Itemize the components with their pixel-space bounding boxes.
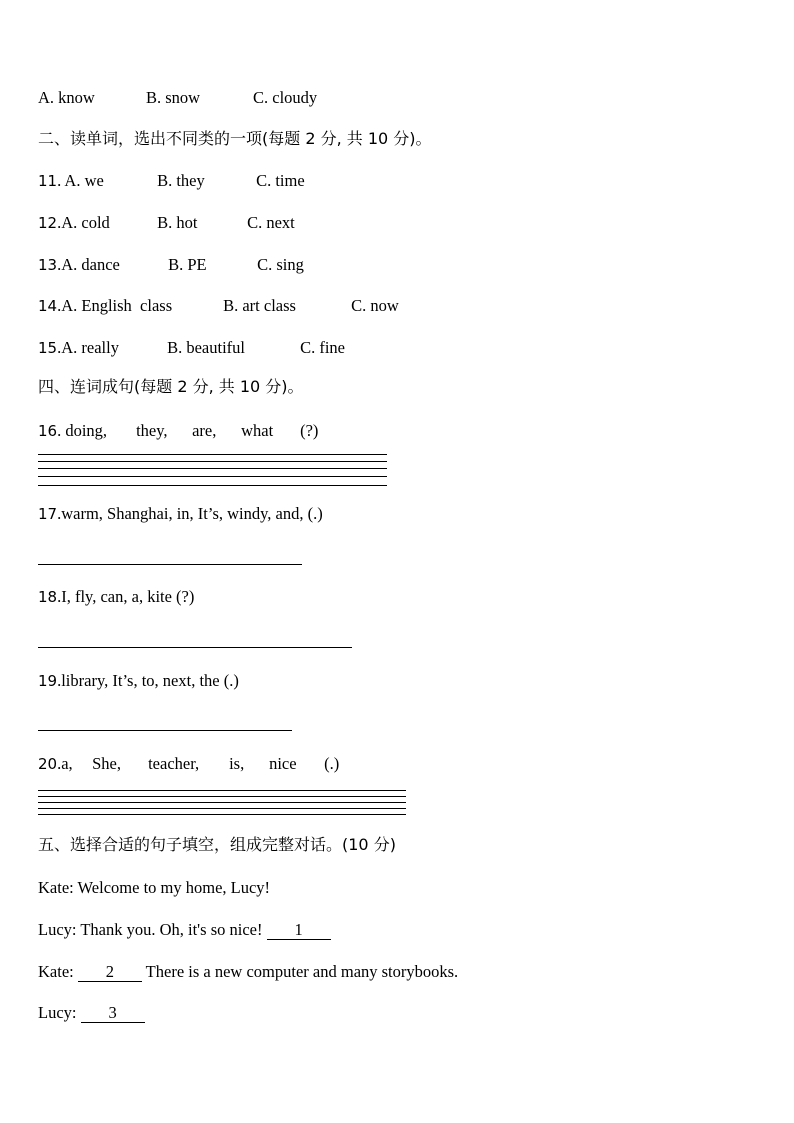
- question-number: 17: [38, 505, 58, 523]
- word: are,: [192, 421, 217, 440]
- section-5-heading: 五、选择合适的句子填空，组成完整对话。(10 分): [38, 835, 396, 854]
- question-20: [38, 754, 339, 774]
- question-number: 12: [38, 214, 58, 232]
- option-b: B. hot: [157, 213, 198, 232]
- question-15: [38, 338, 345, 358]
- answer-line: [38, 730, 292, 731]
- answer-blank-2[interactable]: 2: [78, 963, 142, 982]
- answer-line: [38, 808, 406, 809]
- option-c: C. cloudy: [253, 88, 318, 107]
- option-c: C. next: [247, 213, 295, 232]
- option-a: . A. we: [57, 171, 104, 190]
- option-b: B. beautiful: [167, 338, 245, 357]
- option-a: A. know: [38, 88, 95, 107]
- word: is,: [229, 754, 245, 773]
- option-c: C. now: [351, 296, 399, 315]
- dialogue-speaker: Kate:: [38, 962, 78, 981]
- word: (.): [324, 754, 340, 773]
- question-number: 19: [38, 672, 58, 690]
- answer-line: [38, 647, 352, 648]
- word: they,: [136, 421, 168, 440]
- option-a: .A. dance: [57, 255, 120, 274]
- option-c: C. time: [256, 171, 305, 190]
- option-b: B. they: [157, 171, 205, 190]
- dialogue-text: Lucy: Thank you. Oh, it's so nice!: [38, 920, 267, 939]
- section-4-heading: 四、连词成句(每题 2 分, 共 10 分)。: [38, 377, 304, 396]
- word: (?): [300, 421, 319, 440]
- option-c: C. fine: [300, 338, 346, 357]
- dialogue-line: [38, 962, 458, 982]
- question-13: [38, 255, 304, 275]
- question-number: 11: [38, 172, 58, 190]
- question-16: [38, 421, 318, 441]
- answer-line: [38, 564, 302, 565]
- question-number: 13: [38, 256, 58, 274]
- scrambled-words: .I, fly, can, a, kite (?): [57, 587, 195, 606]
- answer-line: [38, 802, 406, 803]
- word: .a,: [57, 754, 73, 773]
- scrambled-words: .warm, Shanghai, in, It’s, windy, and, (.): [57, 504, 323, 523]
- question-18: [38, 587, 194, 607]
- answer-line: [38, 468, 387, 469]
- question-14: [38, 296, 399, 316]
- answer-line: [38, 485, 387, 486]
- word: what: [241, 421, 274, 440]
- dialogue-text: Kate: Welcome to my home, Lucy!: [38, 878, 271, 897]
- word: She,: [92, 754, 121, 773]
- answer-line: [38, 814, 406, 815]
- answer-blank-1[interactable]: 1: [267, 921, 331, 940]
- dialogue-line: [38, 920, 331, 940]
- option-b: B. snow: [146, 88, 201, 107]
- option-b: B. art class: [223, 296, 296, 315]
- dialogue-line: [38, 1003, 145, 1023]
- answer-line: [38, 790, 406, 791]
- question-number: 15: [38, 339, 58, 357]
- scrambled-words: .library, It’s, to, next, the (.): [57, 671, 239, 690]
- answer-line: [38, 476, 387, 477]
- option-a: .A. English class: [57, 296, 173, 315]
- dialogue-line: [38, 878, 270, 898]
- question-19: [38, 671, 239, 691]
- option-c: C. sing: [257, 255, 304, 274]
- option-b: B. PE: [168, 255, 207, 274]
- answer-line: [38, 796, 406, 797]
- dialogue-speaker: Lucy:: [38, 1003, 81, 1022]
- answer-line: [38, 454, 387, 455]
- section-2-heading: 二、读单词，选出不同类的一项(每题 2 分, 共 10 分)。: [38, 129, 432, 148]
- question-12: [38, 213, 295, 233]
- question-number: 16: [38, 422, 58, 440]
- previous-question-options: [38, 88, 317, 108]
- question-number: 14: [38, 297, 58, 315]
- answer-blank-3[interactable]: 3: [81, 1004, 145, 1023]
- question-number: 18: [38, 588, 58, 606]
- question-17: [38, 504, 323, 524]
- dialogue-text: There is a new computer and many storybooks.: [141, 962, 459, 981]
- question-11: [38, 171, 305, 191]
- option-a: .A. really: [57, 338, 119, 357]
- word: teacher,: [148, 754, 200, 773]
- answer-line: [38, 461, 387, 462]
- word: . doing,: [57, 421, 108, 440]
- word: nice: [269, 754, 297, 773]
- question-number: 20: [38, 755, 58, 773]
- option-a: .A. cold: [57, 213, 110, 232]
